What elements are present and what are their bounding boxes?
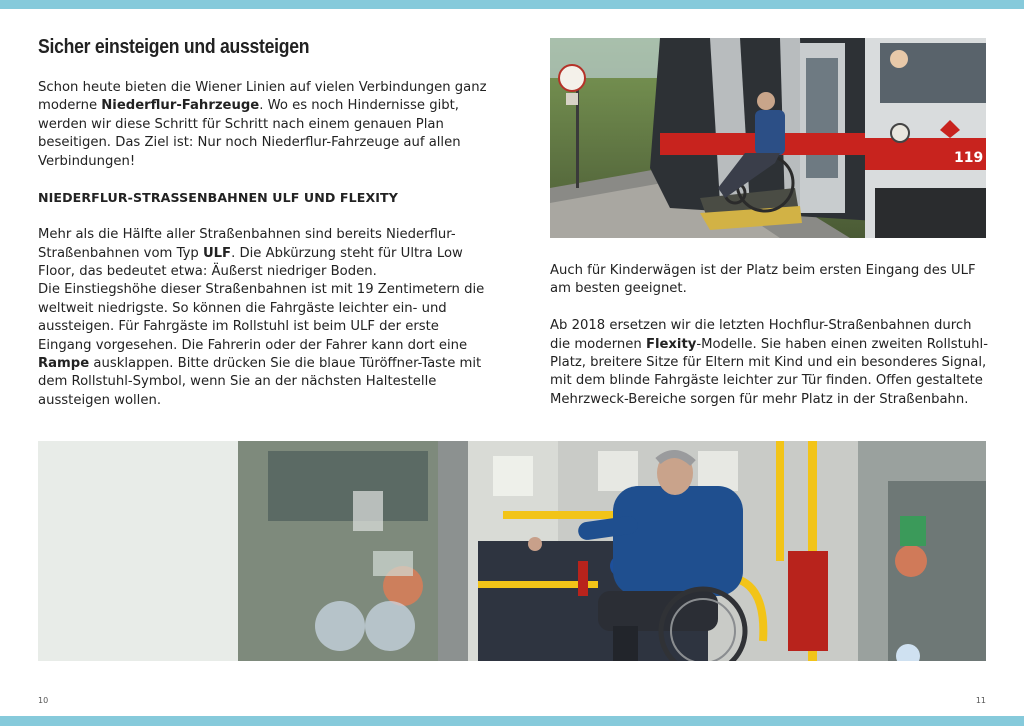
tram-ramp-illustration <box>550 38 986 238</box>
height-text-2: ausklappen. Bitte drücken Sie die blaue Türöffner-Taste mit dem Rollstuhl-Symbol, wenn Sie an der nächsten Haltestelle aussteigen wollen. <box>38 356 482 408</box>
intro-text-2: . Wo es noch Hindernisse gibt, werden wir diese Schritt für Schritt nach einem genauen Plan beseitigen. Das Ziel ist: Nur noch Niederflur-Fahrzeuge auf allen Verbindungen! <box>38 98 461 169</box>
bottom-color-band <box>0 716 1024 726</box>
page-heading: Sicher einsteigen und aussteigen <box>38 36 310 58</box>
stroller-paragraph: Auch für Kinderwägen ist der Platz beim ersten Eingang des ULF am besten geeignet. <box>550 263 976 297</box>
height-text: Die Einstiegshöhe dieser Straßenbahnen ist mit 19 Zentimetern die weltweit niedrigste. So können die Fahrgäste leichter ein- und aussteigen. Für Fahrgäste im Rollstuhl ist beim ULF der erste Eingang vorgesehen. Die Fahrerin oder der Fahrer kann dort eine <box>38 282 485 353</box>
section-subheading: NIEDERFLUR-STRASSENBAHNEN ULF UND FLEXITY <box>38 190 398 206</box>
ramp-bold: Rampe <box>38 356 90 372</box>
page-number-right: 11 <box>975 696 986 705</box>
intro-bold: Niederflur-Fahrzeuge <box>101 98 260 114</box>
flexity-text-2: -Modelle. Sie haben einen zweiten Rollstuhl-Platz, breitere Sitze für Eltern mit Kind und ein besonderes Signal, mit dem blinde Fahrgäste leichter zur Tür finden. Offen gestaltete Mehrzweck-Bereiche sorgen für mehr Platz in der Straßenbahn. <box>550 336 988 407</box>
tram-ramp-photo <box>550 38 986 238</box>
top-color-band <box>0 0 1024 9</box>
ulf-text: Mehr als die Hälfte aller Straßenbahnen sind bereits Niederflur-Straßenbahnen vom Typ <box>38 227 456 261</box>
wheelchair-interior-illustration <box>38 441 986 661</box>
ulf-paragraph <box>38 226 488 281</box>
tram-number: 119 <box>954 150 984 166</box>
flexity-bold: Flexity <box>645 336 697 352</box>
wheelchair-interior-photo <box>38 441 986 661</box>
ulf-text-2: . Die Abkürzung steht für Ultra Low Floor, das bedeutet etwa: Äußerst niedriger Boden. <box>38 245 463 280</box>
intro-paragraph <box>38 79 488 171</box>
page-number-left: 10 <box>38 696 49 705</box>
right-text-column <box>550 262 990 409</box>
left-text-column <box>38 79 488 410</box>
flexity-paragraph <box>550 317 990 409</box>
intro-text: Schon heute bieten die Wiener Linien auf vielen Verbindungen ganz moderne <box>38 80 487 114</box>
ulf-bold: ULF <box>202 245 232 261</box>
flexity-text: Ab 2018 ersetzen wir die letzten Hochflur-Straßenbahnen durch die modernen <box>550 318 972 352</box>
height-paragraph <box>38 281 488 410</box>
